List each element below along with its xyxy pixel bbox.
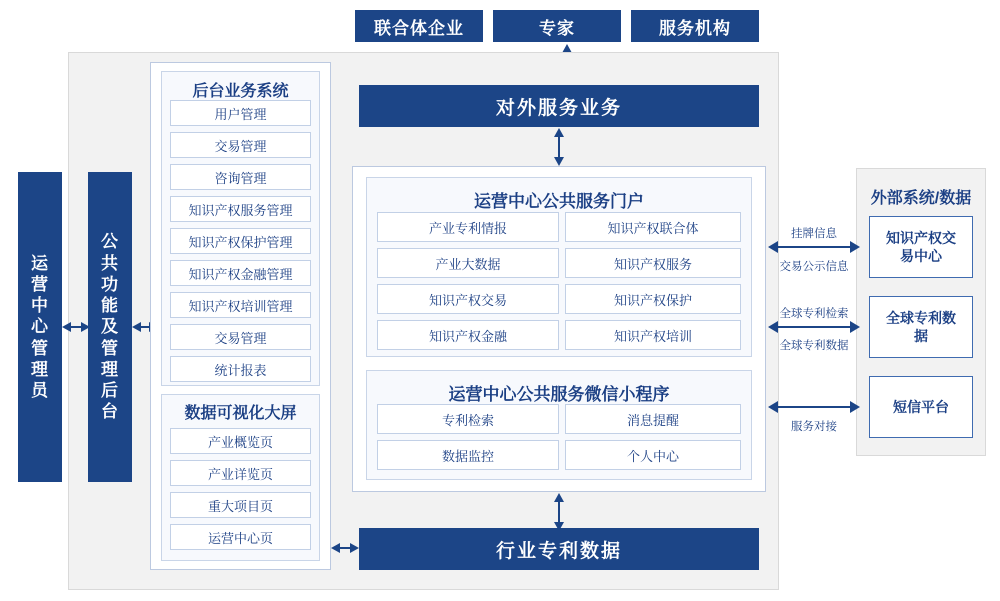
dashboard-item[interactable]: 重大项目页 <box>170 492 311 518</box>
entity-pill-union[interactable] <box>355 10 483 42</box>
backoffice-item[interactable]: 交易管理 <box>170 324 311 350</box>
miniprogram-item[interactable]: 个人中心 <box>565 440 741 470</box>
external-service-banner-label: 对外服务业务 <box>495 97 622 119</box>
entity-pill-expert-label: 专家 <box>539 18 575 38</box>
portal-item[interactable]: 知识产权金融 <box>377 320 559 350</box>
entity-pill-service-org[interactable] <box>631 10 759 42</box>
entity-pill-union-label: 联合体企业 <box>374 18 464 38</box>
arrow-banner-to-portal <box>544 128 574 166</box>
dashboard-item[interactable]: 运营中心页 <box>170 524 311 550</box>
backoffice-item[interactable]: 知识产权服务管理 <box>170 196 311 222</box>
miniprogram-item[interactable]: 专利检索 <box>377 404 559 434</box>
miniprogram-item[interactable]: 数据监控 <box>377 440 559 470</box>
external-box-ip-exchange-label: 知识产权交易中心 <box>886 229 956 264</box>
portal-item[interactable]: 产业大数据 <box>377 248 559 278</box>
backoffice-item[interactable]: 用户管理 <box>170 100 311 126</box>
external-box-sms-platform-label: 短信平台 <box>893 398 949 415</box>
dashboard-item[interactable]: 产业概览页 <box>170 428 311 454</box>
platform-bar-common-functions <box>88 172 132 482</box>
external-box-global-patent-data[interactable] <box>869 296 973 358</box>
backoffice-item[interactable]: 交易管理 <box>170 132 311 158</box>
platform-bar-common-functions-label: 公共功能及管理后台 <box>101 232 119 422</box>
backoffice-item[interactable]: 咨询管理 <box>170 164 311 190</box>
dashboard-title: 数据可视化大屏 <box>184 405 297 422</box>
backoffice-item[interactable]: 知识产权保护管理 <box>170 228 311 254</box>
external-link-label: 全球专利数据 <box>779 340 849 352</box>
miniprogram-item[interactable]: 消息提醒 <box>565 404 741 434</box>
external-link-label: 交易公示信息 <box>779 261 849 273</box>
external-box-ip-exchange[interactable] <box>869 216 973 278</box>
external-link-label: 全球专利检索 <box>779 308 849 320</box>
portal-item[interactable]: 知识产权保护 <box>565 284 741 314</box>
portal-title: 运营中心公共服务门户 <box>474 192 644 211</box>
external-systems-title: 外部系统/数据 <box>870 190 972 207</box>
backoffice-item[interactable]: 统计报表 <box>170 356 311 382</box>
external-box-global-patent-data-label: 全球专利数据 <box>886 309 956 344</box>
external-link-label: 服务对接 <box>791 421 837 433</box>
role-bar-operations-admin <box>18 172 62 482</box>
backoffice-item[interactable]: 知识产权培训管理 <box>170 292 311 318</box>
backoffice-title: 后台业务系统 <box>192 83 289 100</box>
dashboard-item[interactable]: 产业详览页 <box>170 460 311 486</box>
backoffice-item[interactable]: 知识产权金融管理 <box>170 260 311 286</box>
arrow-dashboard-to-industry-data <box>331 537 359 559</box>
arrow-portal-to-industry-data <box>544 493 574 531</box>
portal-item[interactable]: 知识产权交易 <box>377 284 559 314</box>
industry-patent-data-banner-label: 行业专利数据 <box>495 540 622 562</box>
external-service-banner <box>359 85 759 127</box>
external-box-sms-platform[interactable] <box>869 376 973 438</box>
industry-patent-data-banner <box>359 528 759 570</box>
entity-pill-expert[interactable] <box>493 10 621 42</box>
external-link-label: 挂牌信息 <box>791 228 837 240</box>
miniprogram-title: 运营中心公共服务微信小程序 <box>448 385 670 404</box>
portal-item[interactable]: 知识产权服务 <box>565 248 741 278</box>
arrow-admin-to-platform <box>62 316 90 338</box>
portal-item[interactable]: 知识产权培训 <box>565 320 741 350</box>
portal-item[interactable]: 知识产权联合体 <box>565 212 741 242</box>
role-bar-operations-admin-label: 运营中心管理员 <box>31 253 49 401</box>
portal-item[interactable]: 产业专利情报 <box>377 212 559 242</box>
arrow-external-sms <box>768 396 860 418</box>
entity-pill-service-org-label: 服务机构 <box>659 18 731 38</box>
